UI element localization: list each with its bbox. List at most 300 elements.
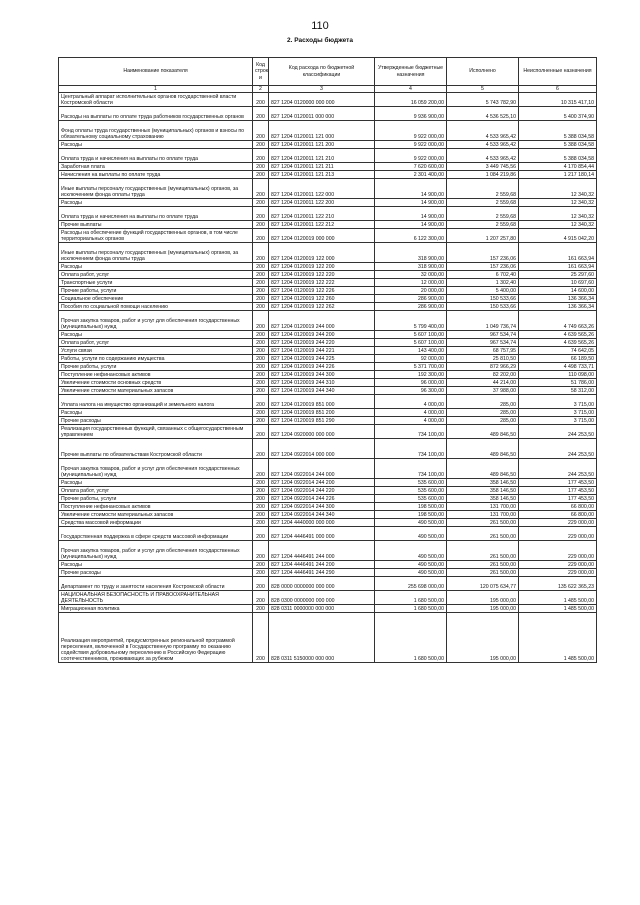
cell-executed: 4 533 965,42 [447,121,519,141]
cell-executed: 489 846,50 [447,459,519,479]
table-row [59,591,597,605]
table-row [59,417,597,425]
cell-unexecuted: 5 388 034,58 [519,121,597,141]
cell-name: Прочие работы, услуги [59,363,253,371]
cell-name: Расходы [59,263,253,271]
cell-classification-code: 827 1204 0120000 000 000 [269,93,375,107]
cell-approved: 9 922 000,00 [375,141,447,149]
table-row [59,311,597,331]
cell-classification-code: 827 1204 0120011 122 212 [269,221,375,229]
cell-name: Расходы [59,331,253,339]
cell-approved: 14 900,00 [375,179,447,199]
cell-approved: 734 100,00 [375,459,447,479]
cell-classification-code: 827 1204 0922014 244 200 [269,479,375,487]
cell-approved: 92 000,00 [375,355,447,363]
cell-name: Работы, услуги по содержанию имущества [59,355,253,363]
cell-unexecuted: 244 253,50 [519,425,597,439]
cell-approved: 12 000,00 [375,279,447,287]
cell-line-code: 200 [253,271,269,279]
cell-name: Прочие расходы [59,417,253,425]
table-row [59,459,597,479]
cell-line-code: 200 [253,279,269,287]
cell-line-code: 200 [253,331,269,339]
cell-executed: 2 559,68 [447,221,519,229]
cell-executed: 489 846,50 [447,439,519,459]
cell-approved: 318 900,00 [375,263,447,271]
table-row [59,207,597,221]
cell-line-code: 200 [253,107,269,121]
cell-approved: 734 100,00 [375,439,447,459]
cell-approved: 9 922 000,00 [375,121,447,141]
cell-approved: 4 000,00 [375,395,447,409]
table-row [59,263,597,271]
cell-unexecuted: 5 400 374,90 [519,107,597,121]
cell-executed: 358 146,50 [447,487,519,495]
table-row [59,93,597,107]
section-title: 2. Расходы бюджета [287,37,353,44]
cell-executed: 4 533 965,42 [447,149,519,163]
cell-executed: 261 500,00 [447,541,519,561]
cell-unexecuted: 1 485 500,00 [519,605,597,613]
column-number: 5 [447,86,519,93]
cell-name: Оплата работ, услуг [59,271,253,279]
cell-executed: 4 533 965,42 [447,141,519,149]
cell-approved: 490 500,00 [375,541,447,561]
table-row [59,141,597,149]
cell-approved: 734 100,00 [375,425,447,439]
cell-classification-code: 827 1204 0922014 244 226 [269,495,375,503]
cell-classification-code: 827 1204 0120019 122 220 [269,271,375,279]
table-row [59,303,597,311]
table-row [59,495,597,503]
cell-line-code: 200 [253,93,269,107]
cell-unexecuted: 4 639 565,26 [519,339,597,347]
cell-approved: 490 500,00 [375,527,447,541]
cell-line-code: 200 [253,569,269,577]
cell-classification-code: 827 1204 0120019 000 000 [269,229,375,243]
cell-classification-code: 827 1204 0120011 121 210 [269,149,375,163]
cell-name: Расходы на выплаты по оплате труда работников государственных органов [59,107,253,121]
cell-classification-code: 827 1204 0120019 244 300 [269,371,375,379]
cell-name: НАЦИОНАЛЬНАЯ БЕЗОПАСНОСТЬ И ПРАВООХРАНИТЕЛЬНАЯ ДЕЯТЕЛЬНОСТЬ [59,591,253,605]
header-unexecuted: Неисполненные назначения [519,58,597,86]
cell-approved: 192 300,00 [375,371,447,379]
header-line-code: Код строк и [253,58,269,86]
cell-name: Оплата труда и начисления на выплаты по оплате труда [59,149,253,163]
cell-classification-code: 827 1204 0120011 121 000 [269,121,375,141]
cell-executed: 872 966,29 [447,363,519,371]
cell-classification-code: 827 1204 4446491 244 290 [269,569,375,577]
cell-name: Увеличение стоимости основных средств [59,379,253,387]
cell-name: Поступление нефинансовых активов [59,503,253,511]
cell-line-code: 200 [253,121,269,141]
cell-classification-code: 827 1204 0120011 122 000 [269,179,375,199]
cell-name: Прочая закупка товаров, работ и услуг для обеспечения государственных (муниципальных) нужд [59,541,253,561]
cell-executed: 68 757,95 [447,347,519,355]
cell-classification-code: 827 1204 0120019 122 000 [269,243,375,263]
cell-classification-code: 827 1204 0922014 244 000 [269,459,375,479]
cell-executed: 37 988,00 [447,387,519,395]
table-row [59,339,597,347]
cell-name: Увеличение стоимости материальных запасов [59,387,253,395]
cell-classification-code: 827 1204 0922014 244 340 [269,511,375,519]
cell-approved: 255 698 000,00 [375,577,447,591]
cell-executed: 261 500,00 [447,519,519,527]
cell-executed: 131 700,00 [447,503,519,511]
table-row [59,295,597,303]
column-number: 6 [519,86,597,93]
cell-line-code: 200 [253,355,269,363]
cell-approved: 16 059 200,00 [375,93,447,107]
cell-approved: 4 000,00 [375,417,447,425]
cell-name: Реализация государственных функций, связанных с общегосударственным управлением [59,425,253,439]
cell-classification-code: 827 1204 0120019 244 221 [269,347,375,355]
table-row [59,171,597,179]
cell-approved: 20 000,00 [375,287,447,295]
header-approved: Утвержденные бюджетные назначения [375,58,447,86]
cell-classification-code: 827 1204 0120011 121 200 [269,141,375,149]
table-row [59,425,597,439]
cell-classification-code: 827 1204 0922014 244 220 [269,487,375,495]
cell-line-code: 200 [253,519,269,527]
table-row [59,503,597,511]
expenditure-table [58,57,597,663]
cell-unexecuted: 10 697,60 [519,279,597,287]
cell-name: Уплата налога на имущество организаций и земельного налога [59,395,253,409]
cell-name: Иные выплаты персоналу государственных (муниципальных) органов, за исключением фонда оплаты труда [59,243,253,263]
cell-unexecuted: 229 000,00 [519,541,597,561]
cell-approved: 6 122 300,00 [375,229,447,243]
cell-name: Заработная плата [59,163,253,171]
cell-executed: 5 400,00 [447,287,519,295]
cell-name: Фонд оплаты труда государственных (муниципальных) органов и взносы по обязательному социальному страхованию [59,121,253,141]
cell-approved: 96 300,00 [375,387,447,395]
column-number: 1 [59,86,253,93]
cell-name: Расходы [59,409,253,417]
cell-executed: 150 533,66 [447,303,519,311]
cell-unexecuted: 136 366,34 [519,295,597,303]
cell-classification-code: 827 1204 4446491 244 000 [269,541,375,561]
table-row [59,439,597,459]
cell-classification-code: 827 1204 0120019 244 220 [269,339,375,347]
cell-unexecuted: 58 312,00 [519,387,597,395]
cell-classification-code: 827 1204 0120019 851 290 [269,417,375,425]
cell-line-code: 200 [253,339,269,347]
cell-unexecuted: 177 453,50 [519,487,597,495]
cell-line-code: 200 [253,503,269,511]
cell-classification-code: 827 1204 0120019 244 000 [269,311,375,331]
cell-approved: 5 607 100,00 [375,339,447,347]
cell-classification-code: 827 1204 0120019 122 260 [269,295,375,303]
cell-name: Прочие расходы [59,569,253,577]
cell-unexecuted: 74 642,05 [519,347,597,355]
cell-unexecuted: 3 715,00 [519,417,597,425]
cell-unexecuted: 5 388 034,58 [519,149,597,163]
table-row [59,527,597,541]
cell-executed: 261 500,00 [447,569,519,577]
cell-executed: 157 236,06 [447,263,519,271]
cell-name: Расходы на обеспечение функций государственных органов, в том числе территориальных органов [59,229,253,243]
cell-approved: 14 900,00 [375,221,447,229]
cell-name: Расходы [59,141,253,149]
cell-name: Расходы [59,199,253,207]
table-row [59,355,597,363]
cell-name: Услуги связи [59,347,253,355]
cell-approved: 9 922 000,00 [375,149,447,163]
cell-unexecuted: 66 800,00 [519,511,597,519]
cell-line-code: 200 [253,495,269,503]
cell-line-code: 200 [253,295,269,303]
cell-approved: 2 301 400,00 [375,171,447,179]
cell-classification-code: 827 1204 0120019 244 310 [269,379,375,387]
cell-unexecuted: 14 600,00 [519,287,597,295]
cell-name: Прочие выплаты [59,221,253,229]
table-row [59,331,597,339]
cell-name: Увеличение стоимости материальных запасов [59,511,253,519]
cell-unexecuted: 136 366,34 [519,303,597,311]
cell-approved: 14 900,00 [375,207,447,221]
table-row [59,199,597,207]
table-row [59,221,597,229]
table-row [59,271,597,279]
cell-classification-code: 827 1204 0120011 122 200 [269,199,375,207]
cell-approved: 9 936 900,00 [375,107,447,121]
table-row [59,541,597,561]
cell-unexecuted: 4 915 042,20 [519,229,597,243]
cell-approved: 198 500,00 [375,511,447,519]
cell-classification-code: 828 0311 0000000 000 000 [269,605,375,613]
table-row [59,121,597,141]
cell-classification-code: 828 0000 0000000 000 000 [269,577,375,591]
cell-name: Прочие работы, услуги [59,495,253,503]
cell-line-code: 200 [253,409,269,417]
cell-classification-code: 827 1204 4446491 244 200 [269,561,375,569]
cell-unexecuted: 5 388 034,58 [519,141,597,149]
cell-name: Прочая закупка товаров, работ и услуг для обеспечения государственных (муниципальных) нужд [59,311,253,331]
cell-unexecuted: 229 000,00 [519,561,597,569]
table-row [59,379,597,387]
cell-classification-code: 827 1204 0120019 244 340 [269,387,375,395]
cell-classification-code: 827 1204 0120011 000 000 [269,107,375,121]
cell-line-code: 200 [253,541,269,561]
cell-unexecuted: 1 217 180,14 [519,171,597,179]
table-row [59,149,597,163]
cell-name: Оплата работ, услуг [59,339,253,347]
cell-line-code: 200 [253,371,269,379]
cell-executed: 3 449 745,56 [447,163,519,171]
cell-line-code: 200 [253,347,269,355]
cell-unexecuted: 1 485 500,00 [519,613,597,663]
cell-approved: 143 400,00 [375,347,447,355]
cell-executed: 1 207 257,80 [447,229,519,243]
cell-line-code: 200 [253,417,269,425]
cell-executed: 150 533,66 [447,295,519,303]
cell-name: Транспортные услуги [59,279,253,287]
cell-unexecuted: 10 315 417,10 [519,93,597,107]
cell-approved: 535 600,00 [375,487,447,495]
cell-classification-code: 827 1204 0120019 122 226 [269,287,375,295]
cell-line-code: 200 [253,487,269,495]
cell-line-code: 200 [253,163,269,171]
cell-line-code: 200 [253,561,269,569]
cell-approved: 490 500,00 [375,561,447,569]
cell-approved: 490 500,00 [375,519,447,527]
cell-line-code: 200 [253,605,269,613]
cell-executed: 4 536 525,10 [447,107,519,121]
cell-approved: 4 000,00 [375,409,447,417]
table-row [59,229,597,243]
table-row [59,479,597,487]
cell-executed: 358 146,50 [447,479,519,487]
cell-approved: 198 500,00 [375,503,447,511]
cell-line-code: 200 [253,171,269,179]
cell-unexecuted: 244 253,50 [519,459,597,479]
cell-unexecuted: 135 622 365,23 [519,577,597,591]
table-row [59,363,597,371]
table-row [59,347,597,355]
cell-executed: 25 810,50 [447,355,519,363]
cell-classification-code: 827 1204 0120019 851 000 [269,395,375,409]
cell-line-code: 200 [253,591,269,605]
table-row [59,409,597,417]
cell-executed: 6 702,40 [447,271,519,279]
cell-approved: 32 000,00 [375,271,447,279]
cell-unexecuted: 4 498 733,71 [519,363,597,371]
table-row [59,107,597,121]
cell-classification-code: 828 0311 5150000 000 000 [269,613,375,663]
column-number: 4 [375,86,447,93]
cell-executed: 2 559,68 [447,179,519,199]
cell-classification-code: 827 1204 0922014 244 300 [269,503,375,511]
table-row [59,279,597,287]
cell-classification-code: 827 1204 0120019 122 262 [269,303,375,311]
cell-line-code: 200 [253,577,269,591]
cell-unexecuted: 161 663,94 [519,263,597,271]
cell-name: Департамент по труду и занятости населения Костромской области [59,577,253,591]
table-row [59,569,597,577]
cell-unexecuted: 12 340,32 [519,207,597,221]
cell-classification-code: 827 1204 4440000 000 000 [269,519,375,527]
cell-executed: 1 049 736,74 [447,311,519,331]
cell-name: Средства массовой информации [59,519,253,527]
cell-unexecuted: 3 715,00 [519,409,597,417]
cell-classification-code: 827 1204 4446491 000 000 [269,527,375,541]
cell-executed: 2 559,68 [447,199,519,207]
cell-classification-code: 827 1204 0920000 000 000 [269,425,375,439]
cell-line-code: 200 [253,243,269,263]
cell-approved: 5 607 100,00 [375,331,447,339]
cell-unexecuted: 161 663,94 [519,243,597,263]
cell-approved: 535 600,00 [375,479,447,487]
cell-executed: 358 146,50 [447,495,519,503]
cell-unexecuted: 244 253,50 [519,439,597,459]
cell-name: Центральный аппарат исполнительных органов государственной власти Костромской области [59,93,253,107]
cell-unexecuted: 3 715,00 [519,395,597,409]
cell-name: Иные выплаты персоналу государственных (муниципальных) органов, за исключением фонда оплаты труда [59,179,253,199]
cell-line-code: 200 [253,425,269,439]
cell-line-code: 200 [253,395,269,409]
cell-line-code: 200 [253,379,269,387]
cell-name: Поступление нефинансовых активов [59,371,253,379]
cell-name: Прочая закупка товаров, работ и услуг для обеспечения государственных (муниципальных) нужд [59,459,253,479]
cell-unexecuted: 229 000,00 [519,519,597,527]
cell-line-code: 200 [253,179,269,199]
cell-classification-code: 827 1204 0120019 122 200 [269,263,375,271]
cell-executed: 5 743 782,90 [447,93,519,107]
cell-line-code: 200 [253,479,269,487]
cell-executed: 285,00 [447,417,519,425]
cell-executed: 1 084 219,86 [447,171,519,179]
cell-approved: 5 799 400,00 [375,311,447,331]
table-row [59,605,597,613]
cell-classification-code: 827 1204 0120011 121 213 [269,171,375,179]
page-number: 110 [311,20,329,32]
cell-classification-code: 827 1204 0120011 122 210 [269,207,375,221]
cell-name: Прочие работы, услуги [59,287,253,295]
cell-line-code: 200 [253,387,269,395]
table-row [59,371,597,379]
cell-unexecuted: 1 485 500,00 [519,591,597,605]
cell-unexecuted: 12 340,32 [519,221,597,229]
cell-name: Прочие выплаты по обязательствам Костромской области [59,439,253,459]
cell-classification-code: 827 1204 0120019 122 222 [269,279,375,287]
cell-line-code: 200 [253,263,269,271]
table-row [59,395,597,409]
cell-approved: 14 900,00 [375,199,447,207]
header-classification-code: Код расхода по бюджетной классификации [269,58,375,86]
cell-classification-code: 827 1204 0120019 244 200 [269,331,375,339]
cell-executed: 195 000,00 [447,605,519,613]
cell-unexecuted: 229 000,00 [519,569,597,577]
cell-unexecuted: 4 749 663,26 [519,311,597,331]
table-row [59,243,597,263]
cell-executed: 967 534,74 [447,339,519,347]
cell-name: Оплата труда и начисления на выплаты по оплате труда [59,207,253,221]
header-name: Наименование показателя [59,58,253,86]
cell-approved: 1 680 500,00 [375,605,447,613]
cell-line-code: 200 [253,287,269,295]
cell-unexecuted: 51 786,00 [519,379,597,387]
cell-unexecuted: 177 453,50 [519,495,597,503]
cell-line-code: 200 [253,613,269,663]
cell-executed: 195 000,00 [447,613,519,663]
cell-line-code: 200 [253,511,269,519]
cell-line-code: 200 [253,311,269,331]
table-row [59,287,597,295]
cell-line-code: 200 [253,199,269,207]
column-number: 3 [269,86,375,93]
cell-executed: 1 302,40 [447,279,519,287]
column-number: 2 [253,86,269,93]
cell-line-code: 200 [253,527,269,541]
cell-name: Оплата работ, услуг [59,487,253,495]
cell-executed: 967 534,74 [447,331,519,339]
table-header-row [59,58,597,86]
cell-name: Пособия по социальной помощи населению [59,303,253,311]
cell-line-code: 200 [253,459,269,479]
cell-name: Начисления на выплаты по оплате труда [59,171,253,179]
cell-unexecuted: 66 800,00 [519,503,597,511]
cell-classification-code: 827 1204 0922014 000 000 [269,439,375,459]
header-executed: Исполнено [447,58,519,86]
cell-name: Миграционная политика [59,605,253,613]
cell-executed: 285,00 [447,409,519,417]
cell-executed: 120 075 634,77 [447,577,519,591]
table-row [59,163,597,171]
table-row [59,387,597,395]
cell-name: Расходы [59,561,253,569]
cell-executed: 44 214,00 [447,379,519,387]
